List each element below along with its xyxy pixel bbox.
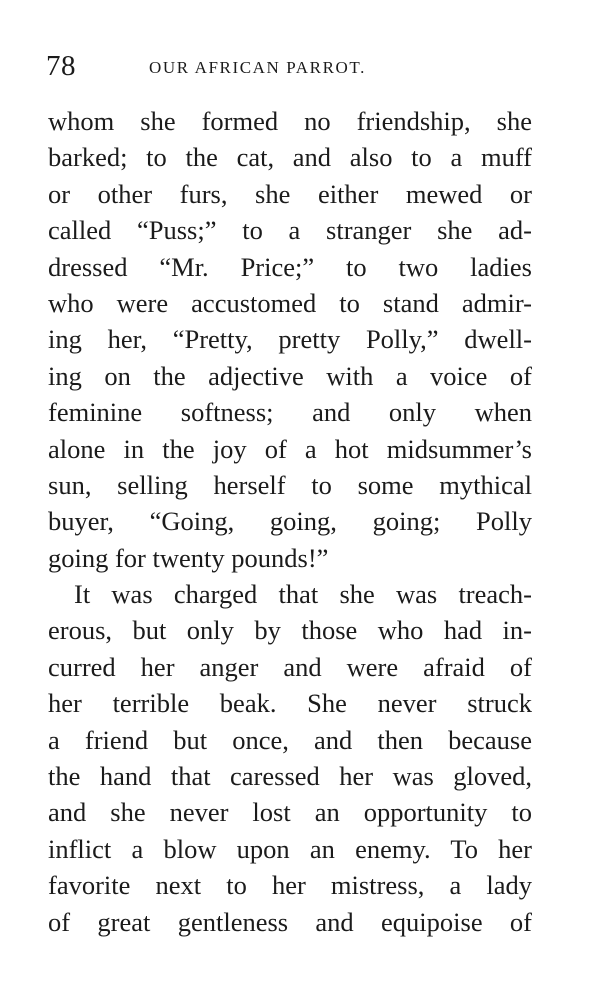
- text-line: favorite next to her mistress, a lady: [48, 870, 532, 901]
- text-line: whom she formed no friendship, she: [48, 106, 532, 136]
- text-line: her terrible beak. She never struck: [48, 688, 532, 719]
- text-line: called “Puss;” to a stranger she ad-: [48, 215, 532, 246]
- text-line: the hand that caressed her was gloved,: [48, 761, 532, 792]
- text-line: or other furs, she either mewed or: [48, 178, 532, 209]
- text-line: feminine softness; and only when: [48, 397, 532, 428]
- page-header: [46, 46, 536, 86]
- text-line: who were accustomed to stand admir-: [48, 287, 532, 318]
- page-number: 78: [46, 50, 76, 82]
- text-line: of great gentleness and equipoise of: [48, 906, 532, 937]
- text-line: erous, but only by those who had in-: [48, 615, 532, 646]
- text-line: sun, selling herself to some mythical: [48, 469, 532, 500]
- text-line: buyer, “Going, going, going; Polly: [48, 506, 532, 537]
- text-line: a friend but once, and then because: [48, 724, 532, 755]
- text-line: barked; to the cat, and also to a muff: [48, 142, 532, 173]
- running-title: OUR AFRICAN PARROT.: [149, 58, 366, 77]
- text-line: alone in the joy of a hot midsummer’s: [48, 433, 532, 464]
- text-line: inflict a blow upon an enemy. To her: [48, 833, 532, 864]
- text-line: ing her, “Pretty, pretty Polly,” dwell-: [48, 324, 532, 355]
- text-line: curred her anger and were afraid of: [48, 651, 532, 682]
- text-line: going for twenty pounds!”: [48, 542, 329, 573]
- text-line: and she never lost an opportunity to: [48, 797, 532, 828]
- text-line: ing on the adjective with a voice of: [48, 360, 532, 391]
- body-text: [48, 103, 532, 940]
- paragraph-start-line: It was charged that she was treach-: [74, 579, 532, 610]
- text-line: dressed “Mr. Price;” to two ladies: [48, 251, 532, 282]
